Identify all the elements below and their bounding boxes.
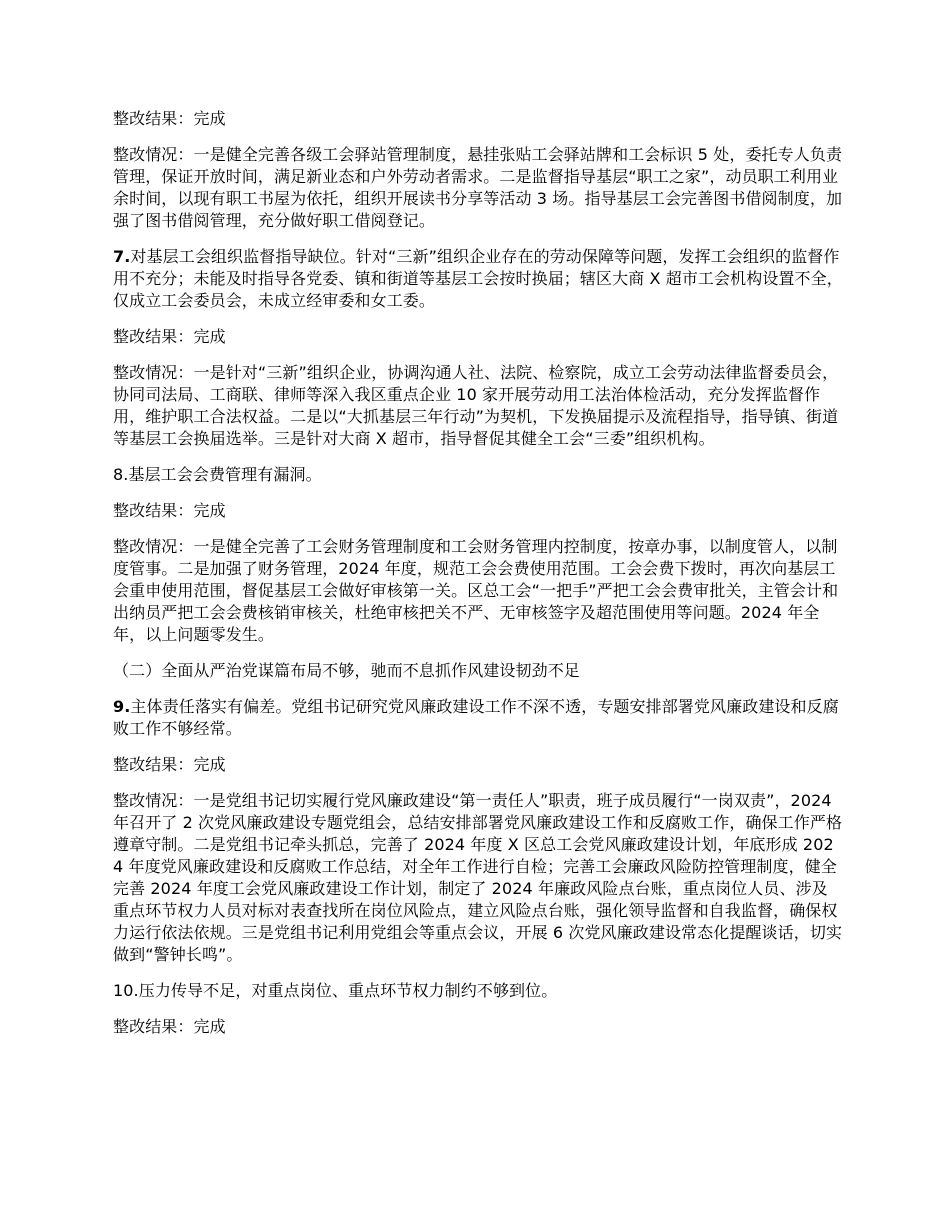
rectification-result: 整改结果：完成 bbox=[113, 501, 226, 520]
issue-item-9: 9.主体责任落实有偏差。党组书记研究党风廉政建设工作不深不透，专题安排部署党风廉政建设和反腐败工作不够经常。 bbox=[113, 697, 839, 738]
issue-item-8: 8.基层工会会费管理有漏洞。 bbox=[113, 465, 322, 484]
rectification-status: 整改情况：一是党组书记切实履行党风廉政建设“第一责任人”职责，班子成员履行“一岗双责”，2024 年召开了 2 次党风廉政建设专题党组会，总结安排部署党风廉政建设工作和反腐败工作，确保工作严格遵章守制。二是党组书记牵头抓总，完善了 2024 年度 X 区总工会党风廉政建设计划，年底形成 2024 年度党风廉政建设和反腐败工作总结，对全年工作进行自检；完善工会廉政风险防控管理制度，健全完善 2024 年度工会党风廉政建设工作计划，制定了 2024 年廉政风险点台账，重点岗位人员、涉及重点环节权力人员对标对表查找所在岗位风险点，建立风险点台账，强化领导监督和自我监督，确保权力运行依法依规。三是党组书记利用党组会等重点会议，开展 6 次党风廉政建设常态化提醒谈话，切实做到“警钟长鸣”。 bbox=[113, 791, 843, 964]
rectification-result: 整改结果：完成 bbox=[113, 109, 226, 128]
rectification-result: 整改结果：完成 bbox=[113, 755, 226, 774]
rectification-status: 整改情况：一是健全完善各级工会驿站管理制度，悬挂张贴工会驿站牌和工会标识 5 处，委托专人负责管理，保证开放时间，满足新业态和户外劳动者需求。二是监督指导基层“职工之家”，动员职工利用业余时间，以现有职工书屋为依托，组织开展读书分享等活动 3 场。指导基层工会完善图书借阅制度，加强了图书借阅管理，充分做好职工借阅登记。 bbox=[113, 145, 843, 230]
rectification-status: 整改情况：一是针对“三新”组织企业，协调沟通人社、法院、检察院，成立工会劳动法律监督委员会，协同司法局、工商联、律师等深入我区重点企业 10 家开展劳动用工法治体检活动，充分发挥监督作用，维护职工合法权益。二是以“大抓基层三年行动”为契机，下发换届提示及流程指导，指导镇、街道等基层工会换届选举。三是针对大商 X 超市，指导督促其健全工会“三委”组织机构。 bbox=[113, 363, 839, 448]
issue-item-10: 10.压力传导不足，对重点岗位、重点环节权力制约不够到位。 bbox=[113, 981, 558, 1000]
document-page bbox=[113, 108, 843, 1052]
rectification-result: 整改结果：完成 bbox=[113, 1017, 226, 1036]
rectification-status: 整改情况：一是健全完善了工会财务管理制度和工会财务管理内控制度，按章办事，以制度管人，以制度管事。二是加强了财务管理，2024 年度，规范工会会费使用范围。工会会费下拨时，再次向基层工会重申使用范围，督促基层工会做好审核第一关。区总工会“一把手”严把工会会费审批关，主管会计和出纳员严把工会会费核销审核关，杜绝审核把关不严、无审核签字及超范围使用等问题。2024 年全年，以上问题零发生。 bbox=[113, 537, 839, 644]
issue-item-7: 7.对基层工会组织监督指导缺位。针对“三新”组织企业存在的劳动保障等问题，发挥工会组织的监督作用不充分；未能及时指导各党委、镇和街道等基层工会按时换届；辖区大商 X 超市工会机构设置不全，仅成立工会委员会，未成立经审委和女工委。 bbox=[113, 247, 843, 310]
issue-number: 9. bbox=[113, 697, 131, 716]
issue-number: 7. bbox=[113, 247, 131, 266]
section-heading: （二）全面从严治党谋篇布局不够，驰而不息抓作风建设韧劲不足 bbox=[113, 661, 580, 680]
rectification-result: 整改结果：完成 bbox=[113, 327, 226, 346]
